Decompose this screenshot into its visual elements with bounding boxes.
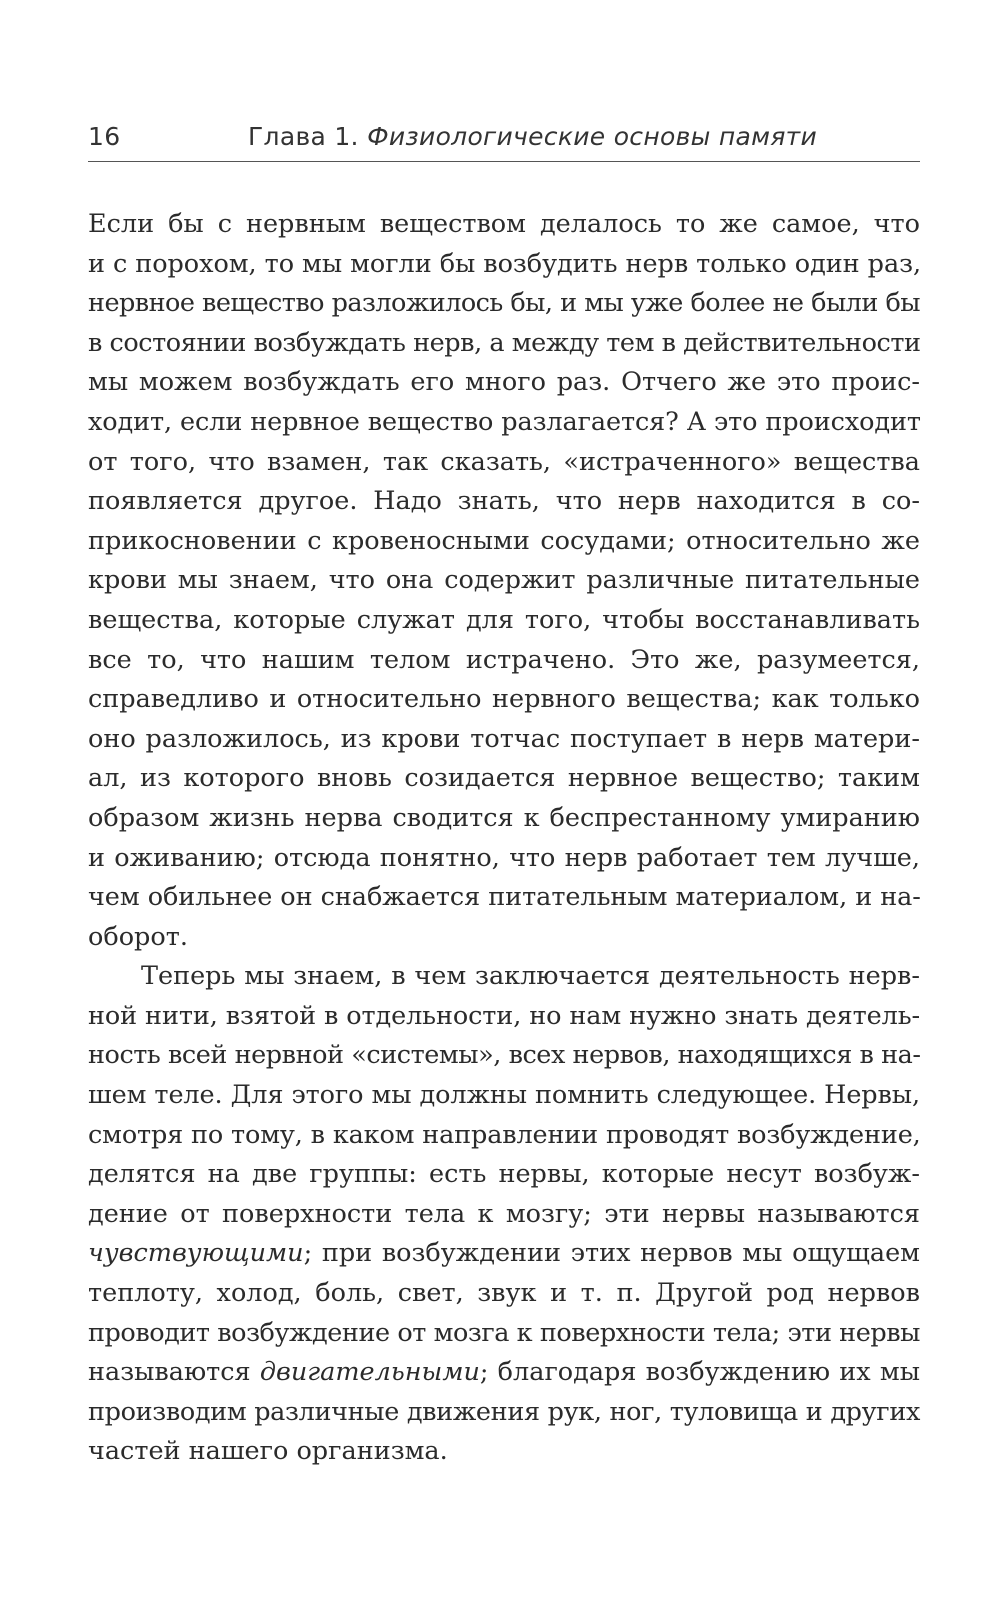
text-line: дение от поверхности тела к мозгу; эти нервы называются bbox=[88, 1198, 920, 1229]
text-line-with-emphasis bbox=[88, 1353, 920, 1393]
text-line: нервное вещество разложилось бы, и мы уже более не были бы bbox=[88, 288, 920, 319]
text-line: чем обильнее он снабжается питательным материалом, и на- bbox=[88, 882, 921, 913]
body-text bbox=[88, 205, 920, 1472]
text-line: смотря по тому, в каком направлении проводят возбуждение, bbox=[88, 1119, 921, 1150]
text-line: вещества, которые служат для того, чтобы восстанавливать bbox=[88, 604, 920, 635]
text-line: Если бы с нервным веществом делалось то же самое, что bbox=[88, 209, 920, 239]
text-fragment: называются bbox=[88, 1357, 260, 1388]
chapter-label: Глава 1. bbox=[248, 122, 359, 151]
text-line: делятся на две группы: есть нервы, которые несут возбуж- bbox=[88, 1159, 920, 1190]
text-line: прикосновении с кровеносными сосудами; относительно же bbox=[88, 525, 920, 556]
text-line: справедливо и относительно нервного вещества; как только bbox=[88, 684, 920, 715]
chapter-name: Физиологические основы памяти bbox=[367, 122, 818, 151]
text-line: мы можем возбуждать его много раз. Отчего же это проис- bbox=[88, 367, 920, 398]
text-fragment: ; благодаря возбуждению их мы bbox=[479, 1357, 920, 1388]
text-line: оно разложилось, из крови тотчас поступает в нерв матери- bbox=[88, 723, 920, 754]
text-line: в состоянии возбуждать нерв, а между тем в действительности bbox=[88, 327, 921, 358]
text-line: и с порохом, то мы могли бы возбудить нерв только один раз, bbox=[88, 248, 922, 279]
header-rule bbox=[88, 161, 920, 162]
running-head bbox=[88, 118, 920, 158]
text-line: появляется другое. Надо знать, что нерв находится в со- bbox=[88, 486, 920, 517]
text-line: образом жизнь нерва сводится к беспрестанному умиранию bbox=[88, 802, 920, 833]
page-number: 16 bbox=[88, 122, 121, 151]
text-line: все то, что нашим телом истрачено. Это же, разумеется, bbox=[88, 644, 920, 675]
text-line: и оживанию; отсюда понятно, что нерв работает тем лучше, bbox=[88, 842, 920, 873]
text-line: Теперь мы знаем, в чем заключается деятельность нерв- bbox=[141, 961, 920, 992]
text-fragment: ; при возбуждении этих нервов мы ощущаем bbox=[303, 1238, 920, 1269]
emphasis-term: двигательными bbox=[259, 1357, 480, 1388]
text-line: шем теле. Для этого мы должны помнить следующее. Нервы, bbox=[88, 1080, 920, 1111]
text-line: ность всей нервной «системы», всех нервов, находящихся в на- bbox=[88, 1040, 921, 1071]
text-line: проводит возбуждение от мозга к поверхности тела; эти нервы bbox=[88, 1317, 920, 1348]
emphasis-term: чувствующими bbox=[88, 1238, 304, 1269]
chapter-title bbox=[248, 122, 817, 151]
paragraph-2 bbox=[88, 957, 920, 1472]
text-line: оборот. bbox=[88, 921, 188, 952]
text-line: ал, из которого вновь созидается нервное вещество; таким bbox=[88, 763, 920, 794]
text-line: крови мы знаем, что она содержит различные питательные bbox=[88, 565, 920, 596]
text-line: теплоту, холод, боль, свет, звук и т. п. Другой род нервов bbox=[88, 1278, 920, 1309]
paragraph-1 bbox=[88, 205, 920, 957]
text-line: производим различные движения рук, ног, туловища и других bbox=[88, 1396, 920, 1427]
text-line: ной нити, взятой в отдельности, но нам нужно знать деятель- bbox=[88, 1000, 920, 1031]
text-line-with-emphasis bbox=[88, 1234, 920, 1274]
text-line: от того, что взамен, так сказать, «истраченного» вещества bbox=[88, 446, 920, 477]
text-line: частей нашего организма. bbox=[88, 1436, 448, 1467]
text-line: ходит, если нервное вещество разлагается? А это происходит bbox=[88, 406, 921, 437]
